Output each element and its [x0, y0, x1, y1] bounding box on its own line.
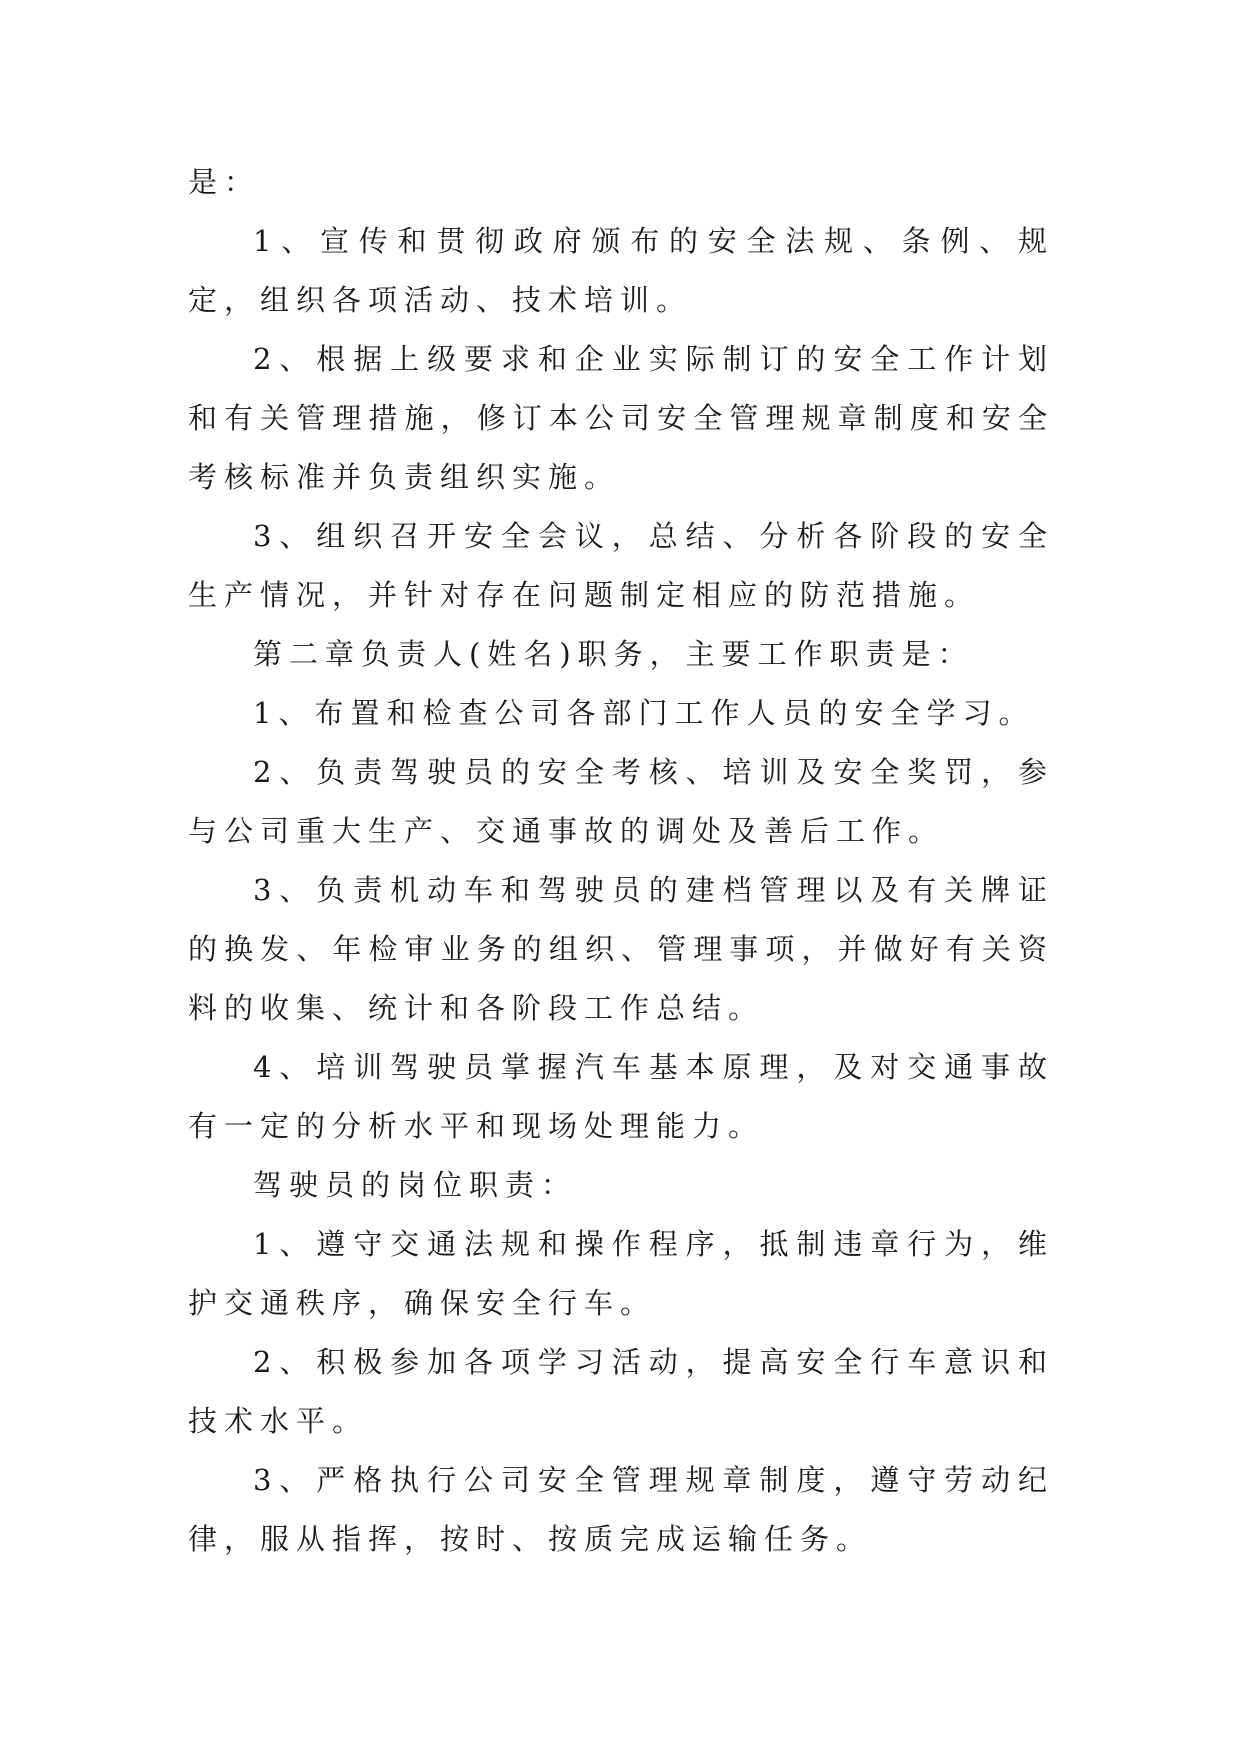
document-body — [188, 153, 1054, 1569]
paragraph-responsibility-3: 3、负责机动车和驾驶员的建档管理以及有关牌证的换发、年检审业务的组织、管理事项，并做好有关资料的收集、统计和各阶段工作总结。 — [188, 873, 1054, 1025]
paragraph-driver-duty-3: 3、严格执行公司安全管理规章制度，遵守劳动纪律，服从指挥，按时、按质完成运输任务。 — [188, 1463, 1054, 1556]
section-heading-driver-duties: 驾驶员的岗位职责： — [253, 1168, 578, 1202]
paragraph-duty-2: 2、根据上级要求和企业实际制订的安全工作计划和有关管理措施，修订本公司安全管理规章制度和安全考核标准并负责组织实施。 — [188, 342, 1054, 494]
paragraph-responsibility-1: 1、布置和检查公司各部门工作人员的安全学习。 — [253, 696, 1035, 730]
paragraph-responsibility-2: 2、负责驾驶员的安全考核、培训及安全奖罚，参与公司重大生产、交通事故的调处及善后工作。 — [188, 755, 1054, 848]
paragraph-driver-duty-2: 2、积极参加各项学习活动，提高安全行车意识和技术水平。 — [188, 1345, 1054, 1438]
paragraph-driver-duty-1: 1、遵守交通法规和操作程序，抵制违章行为，维护交通秩序，确保安全行车。 — [188, 1227, 1054, 1320]
paragraph-duty-3: 3、组织召开安全会议，总结、分析各阶段的安全生产情况，并针对存在问题制定相应的防范措施。 — [188, 519, 1054, 612]
paragraph-responsibility-4: 4、培训驾驶员掌握汽车基本原理，及对交通事故有一定的分析水平和现场处理能力。 — [188, 1050, 1054, 1143]
paragraph-intro-continuation: 是： — [188, 165, 261, 199]
section-heading-responsible-person: 第二章负责人(姓名)职务，主要工作职责是： — [253, 637, 974, 671]
paragraph-duty-1: 1、宣传和贯彻政府颁布的安全法规、条例、规定，组织各项活动、技术培训。 — [188, 224, 1054, 317]
